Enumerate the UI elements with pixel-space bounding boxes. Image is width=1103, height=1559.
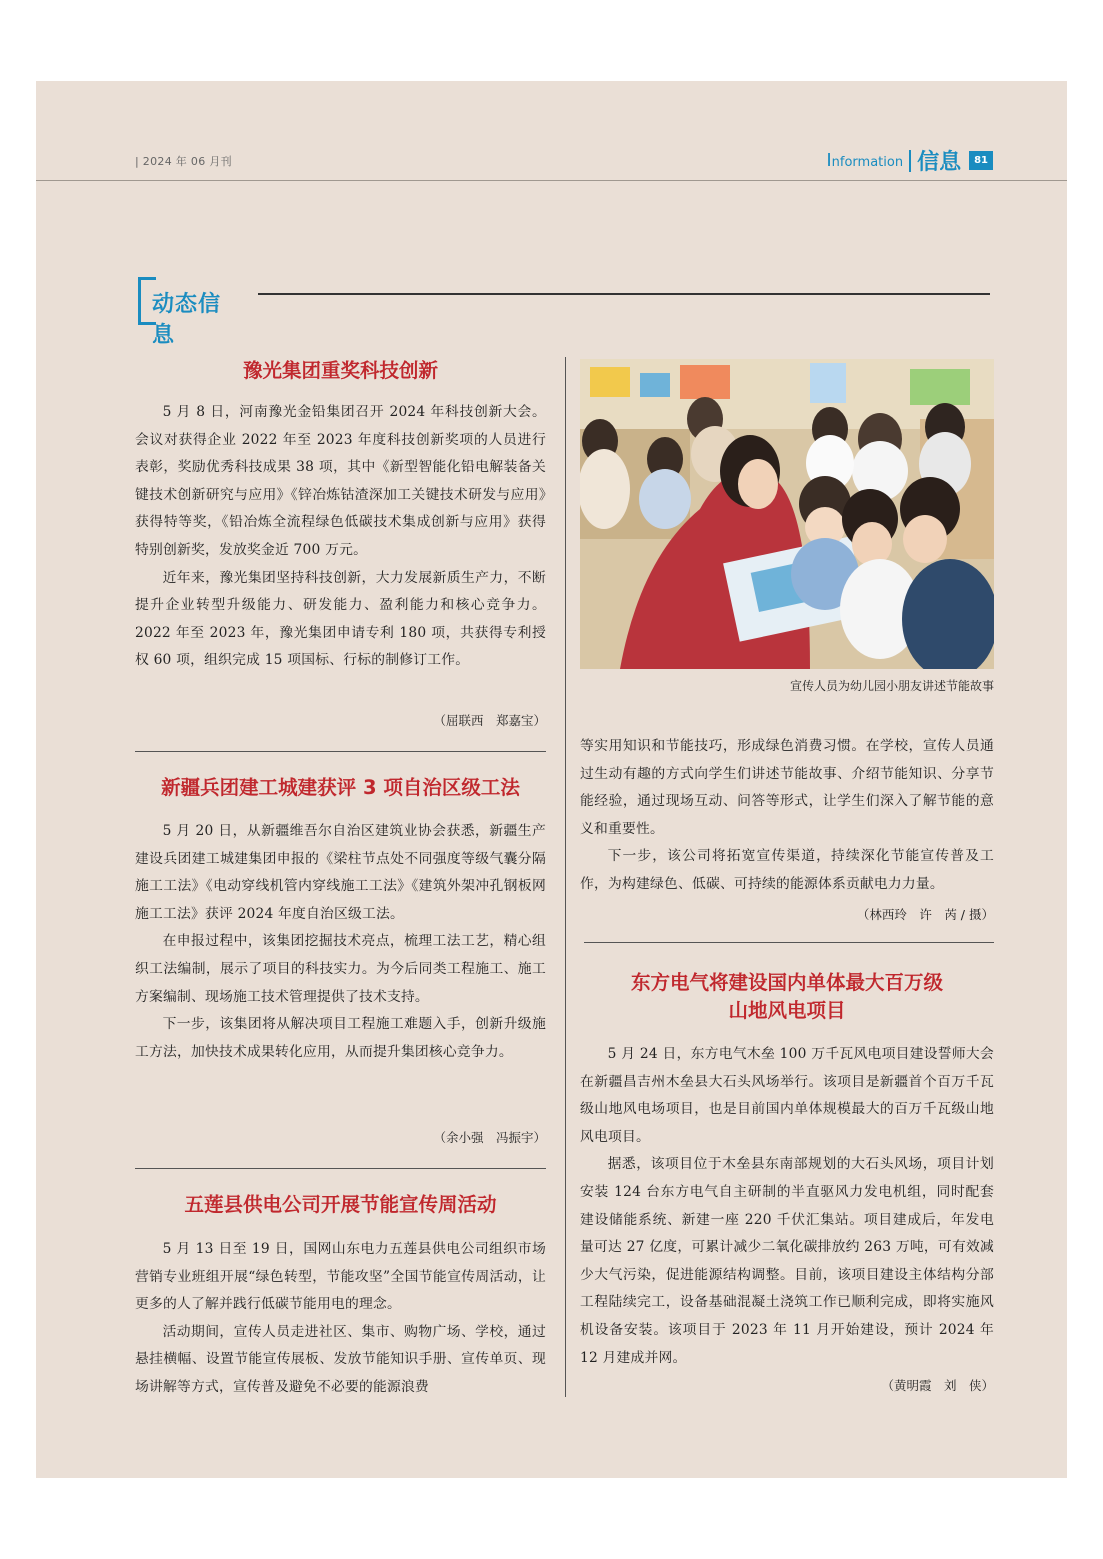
- paragraph: 等实用知识和节能技巧，形成绿色消费习惯。在学校，宣传人员通过生动有趣的方式向学生们讲述节能故事、介绍节能知识、分享节能经验，通过现场互动、问答等形式，让学生们深入了解节能的意义和重要性。: [580, 738, 994, 837]
- paragraph: 下一步，该公司将拓宽宣传渠道，持续深化节能宣传普及工作，为构建绿色、低碳、可持续的能源体系贡献电力力量。: [580, 848, 994, 892]
- article-body: [135, 1236, 546, 1402]
- article-separator: [584, 942, 994, 943]
- column-divider: [565, 357, 566, 1397]
- section-title: 动态信息: [152, 292, 222, 348]
- photo-kindergarten: [580, 359, 994, 669]
- paragraph: 近年来，豫光集团坚持科技创新，大力发展新质生产力，不断提升企业转型升级能力、研发能力、盈利能力和核心竞争力。2022 年至 2023 年，豫光集团申请专利 180 项，共获得专利授权 60 项，组织完成 15 项国标、行标的制修订工作。: [135, 569, 546, 669]
- running-header: [826, 145, 993, 176]
- paragraph: 5 月 20 日，从新疆维吾尔自治区建筑业协会获悉，新疆生产建设兵团建工城建集团申报的《梁柱节点处不同强度等级气囊分隔施工工法》《电动穿线机管内穿线施工工法》《建筑外架冲孔钢板网施工工法》获评 2024 年度自治区级工法。: [135, 823, 546, 922]
- paragraph: 5 月 13 日至 19 日，国网山东电力五莲县供电公司组织市场营销专业班组开展“绿色转型，节能攻坚”全国节能宣传周活动，让更多的人了解并践行低碳节能用电的理念。: [135, 1241, 546, 1313]
- article-credit: （屈联西 郑嘉宝）: [433, 713, 546, 728]
- paragraph: 据悉，该项目位于木垒县东南部规划的大石头风场，项目计划安装 124 台东方电气自主研制的半直驱风力发电机组，同时配套建设储能系统、新建一座 220 千伏汇集站。项目建成后，年发电量可达 27 亿度，可累计减少二氧化碳排放约 263 万吨，可有效减少大气污染，促进能源结构调整。目前，该项目建设主体结构分部工程陆续完工，设备基础混凝土浇筑工作已顺利完成，即将实施风机设备安装。该项目于 2023 年 11 月开始建设，预计 2024 年 12 月建成并网。: [580, 1156, 994, 1366]
- photo-caption: 宣传人员为幼儿园小朋友讲述节能故事: [789, 679, 994, 693]
- article-title-line: 山地风电项目: [728, 999, 846, 1022]
- article-body: [580, 1041, 994, 1372]
- article-title: 豫光集团重奖科技创新: [242, 359, 438, 382]
- section-rule: [258, 293, 990, 295]
- header-english: Information: [826, 150, 904, 171]
- header-chinese: 信息: [917, 150, 962, 175]
- magazine-page: [36, 81, 1067, 1478]
- paragraph: 5 月 24 日，东方电气木垒 100 万千瓦风电项目建设誓师大会在新疆昌吉州木垒县大石头风场举行。该项目是新疆首个百万千瓦级山地风电场项目，也是目前国内单体规模最大的百万千瓦级山地风电项目。: [580, 1046, 994, 1145]
- article-body: [135, 818, 546, 1066]
- article-body: [135, 399, 546, 675]
- paragraph: 活动期间，宣传人员走进社区、集市、购物广场、学校，通过悬挂横幅、设置节能宣传展板、发放节能知识手册、宣传单页、现场讲解等方式，宣传普及避免不必要的能源浪费: [135, 1323, 546, 1395]
- paragraph: 下一步，该集团将从解决项目工程施工难题入手，创新升级施工方法，加快技术成果转化应用，从而提升集团核心竞争力。: [135, 1016, 546, 1060]
- article-title: 新疆兵团建工城建获评 3 项自治区级工法: [161, 776, 520, 799]
- article-separator: [135, 1168, 546, 1169]
- page-number: 81: [969, 151, 993, 170]
- article-separator: [135, 751, 546, 752]
- paragraph: 在申报过程中，该集团挖掘技术亮点，梳理工法工艺，精心组织工法编制，展示了项目的科技实力。为今后同类工程施工、施工方案编制、现场施工技术管理提供了技术支持。: [135, 933, 546, 1005]
- article-title: 五莲县供电公司开展节能宣传周活动: [184, 1193, 497, 1216]
- header-divider: [909, 150, 911, 172]
- article-credit: （黄明霞 刘 侠）: [881, 1378, 994, 1393]
- header-rule: [36, 180, 1067, 181]
- issue-label: | 2024 年 06 月刊: [135, 155, 232, 168]
- article-title-line: 东方电气将建设国内单体最大百万级: [630, 971, 943, 994]
- article-body-continued: [580, 733, 994, 899]
- article-title: [580, 969, 994, 1025]
- section-heading: [138, 277, 242, 348]
- article-credit: （林西玲 许 芮 / 摄）: [856, 907, 994, 922]
- paragraph: 5 月 8 日，河南豫光金铅集团召开 2024 年科技创新大会。会议对获得企业 2022 年至 2023 年度科技创新奖项的人员进行表彰，奖励优秀科技成果 38 项，其中《新型智能化铅电解装备关键技术创新研究与应用》《锌冶炼钴渣深加工关键技术研发与应用》获得特等奖，《铅冶炼全流程绿色低碳技术集成创新与应用》获得特别创新奖，发放奖金近 700 万元。: [135, 404, 546, 558]
- article-credit: （余小强 冯振宇）: [433, 1130, 546, 1145]
